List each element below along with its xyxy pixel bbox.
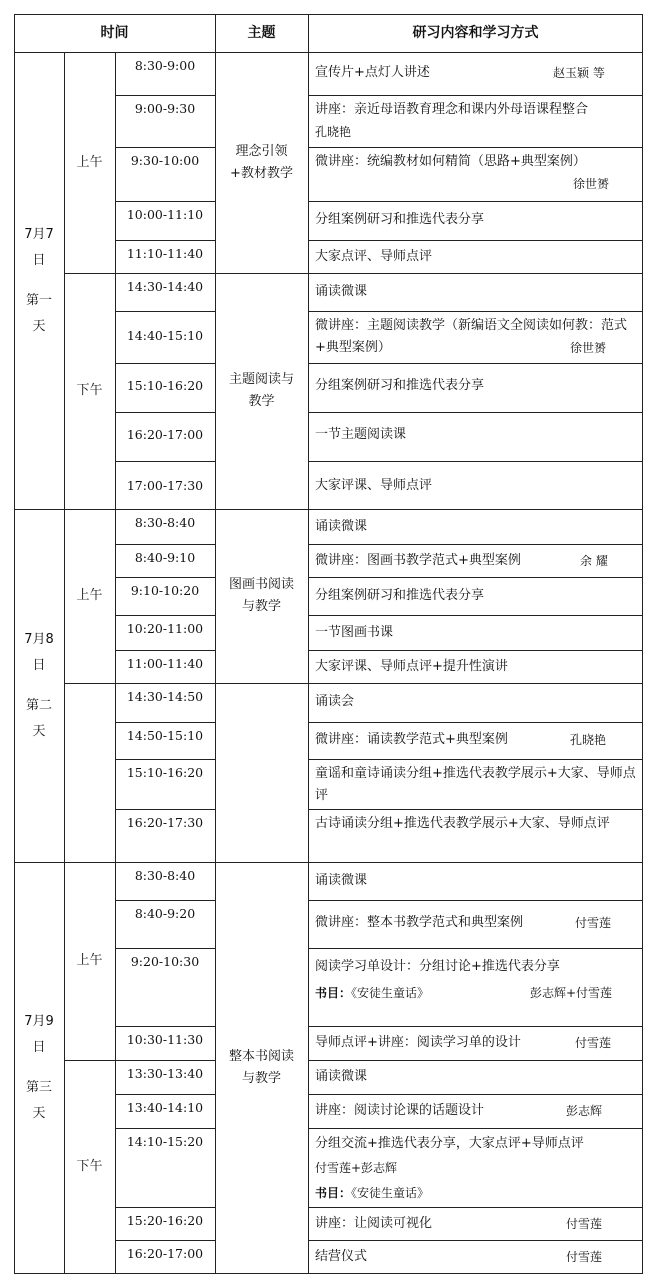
time-slot: 11:10-11:40 <box>126 246 204 261</box>
activity-text: 诵读会 <box>315 694 355 709</box>
activity-text: 微讲座：主题阅读教学（新编语文全阅读如何教：范式+典型案例） <box>315 318 628 355</box>
activity-cell <box>308 95 642 147</box>
time-slot: 14:50-15:10 <box>126 728 204 743</box>
time-slot: 13:40-14:10 <box>126 1100 204 1115</box>
activity-text: 一节主题阅读课 <box>315 427 407 442</box>
time-slot: 14:30-14:50 <box>126 689 204 704</box>
activity-text: 讲座：让阅读可视化 <box>315 1216 433 1231</box>
time-slot: 8:30-8:40 <box>134 515 196 530</box>
time-slot: 15:20-16:20 <box>126 1213 204 1228</box>
time-slot: 14:10-15:20 <box>126 1134 204 1149</box>
presenter: 彭志辉 <box>566 1104 603 1118</box>
activity-cell <box>308 759 642 809</box>
activity-cell <box>308 363 642 412</box>
activity-cell <box>308 544 642 577</box>
activity-cell <box>308 509 642 544</box>
activity-text: 诵读微课 <box>315 873 368 888</box>
header-time: 时间 <box>100 25 129 41</box>
time-slot: 9:20-10:30 <box>130 954 200 969</box>
date-label: 7月8日 <box>24 631 54 673</box>
time-slot: 9:30-10:00 <box>130 153 200 168</box>
activity-text: 一节图画书课 <box>315 625 394 640</box>
activity-cell <box>308 683 642 722</box>
time-slot: 9:00-9:30 <box>134 101 196 116</box>
time-slot: 16:20-17:30 <box>126 815 204 830</box>
book-line <box>315 1181 636 1206</box>
presenter: 付雪莲 <box>575 1036 612 1050</box>
presenter: 孔晓艳 <box>570 733 607 747</box>
day-label: 第二天 <box>25 697 52 739</box>
activity-text: 讲座：阅读讨论课的话题设计 <box>315 1103 485 1118</box>
presenter: 赵玉颖 等 <box>553 66 605 80</box>
presenter: 徐世赟 <box>573 177 610 191</box>
activity-text: 大家评课、导师点评+提升性演讲 <box>315 659 508 674</box>
day-label: 第一天 <box>25 292 52 334</box>
topic-cell: 整本书阅读与教学 <box>228 1048 294 1086</box>
activity-cell <box>308 615 642 650</box>
activity-text: 大家评课、导师点评 <box>315 478 433 493</box>
time-slot: 10:00-11:10 <box>126 207 204 222</box>
activity-cell <box>308 1060 642 1094</box>
activity-cell <box>308 1128 642 1207</box>
activity-text: 诵读微课 <box>315 519 368 534</box>
header-topic: 主题 <box>247 25 276 41</box>
time-slot: 16:20-17:00 <box>126 427 204 442</box>
time-slot: 8:40-9:10 <box>134 550 196 565</box>
presenter: 孔晓艳 <box>315 125 352 139</box>
time-slot: 14:40-15:10 <box>126 328 204 343</box>
presenter: 彭志辉+付雪莲 <box>530 986 613 1000</box>
time-slot: 11:00-11:40 <box>126 656 204 671</box>
activity-text: 讲座：亲近母语教育理念和课内外母语课程整合 <box>315 102 589 117</box>
activity-cell <box>308 577 642 615</box>
period-label: 上午 <box>76 154 103 170</box>
presenter: 余 耀 <box>580 554 608 568</box>
activity-cell <box>308 809 642 862</box>
activity-text: 诵读微课 <box>315 1069 368 1084</box>
activity-text: 阅读学习单设计：分组讨论+推选代表分享 <box>315 959 560 974</box>
topic-cell: 主题阅读与教学 <box>228 372 294 409</box>
table-border-right <box>642 14 643 1274</box>
period-label: 上午 <box>76 953 103 968</box>
time-slot: 8:30-9:00 <box>134 58 196 73</box>
activity-cell <box>308 311 642 363</box>
activity-text: 微讲座：整本书教学范式和典型案例 <box>315 915 524 930</box>
activity-text: 分组案例研习和推选代表分享 <box>315 588 485 603</box>
book-title: 《安徒生童话》 <box>351 986 430 1000</box>
time-slot: 17:00-17:30 <box>126 478 204 493</box>
activity-text: 微讲座：诵读教学范式+典型案例 <box>315 732 508 747</box>
activity-text: 分组案例研习和推选代表分享 <box>315 212 485 227</box>
time-slot: 8:40-9:20 <box>134 906 196 921</box>
activity-cell <box>308 722 642 759</box>
date-label: 7月9日 <box>24 1013 54 1055</box>
activity-cell <box>308 273 642 311</box>
activity-cell <box>308 900 642 948</box>
book-title: 《安徒生童话》 <box>351 1186 430 1200</box>
activity-text: 大家点评、导师点评 <box>315 249 433 264</box>
activity-text: 结营仪式 <box>315 1249 368 1264</box>
activity-cell <box>308 1240 642 1273</box>
time-slot: 16:20-17:00 <box>126 1246 204 1261</box>
day-label: 第三天 <box>25 1079 52 1121</box>
book-line <box>315 980 636 1007</box>
activity-text: 分组案例研习和推选代表分享 <box>315 378 485 393</box>
presenter: 付雪莲 <box>566 1217 603 1231</box>
activity-cell <box>308 147 642 201</box>
period-label: 下午 <box>76 1158 103 1174</box>
activity-cell <box>308 1094 642 1128</box>
activity-cell <box>308 650 642 683</box>
presenter: 付雪莲 <box>575 916 612 930</box>
activity-cell <box>308 52 642 95</box>
topic-cell: 图画书阅读与教学 <box>228 577 294 614</box>
day-label-cell <box>14 509 64 862</box>
topic-cell: 理念引领+教材教学 <box>230 143 293 181</box>
activity-cell <box>308 412 642 461</box>
activity-text: 诵读微课 <box>315 284 368 299</box>
activity-text: 导师点评+讲座：阅读学习单的设计 <box>315 1035 521 1050</box>
header-content: 研习内容和学习方式 <box>412 25 539 41</box>
presenter: 付雪莲+彭志辉 <box>315 1161 398 1175</box>
activity-cell <box>308 948 642 1026</box>
activity-cell <box>308 201 642 240</box>
table-border-bottom <box>14 1273 643 1274</box>
activity-text: 童谣和童诗诵读分组+推选代表教学展示+大家、导师点评 <box>315 766 636 803</box>
activity-text: 微讲座：统编教材如何精简（思路+典型案例） <box>315 154 586 169</box>
book-label: 书目： <box>315 1186 352 1200</box>
activity-cell <box>308 461 642 509</box>
activity-text: 分组交流+推选代表分享，大家点评+导师点评 <box>315 1136 584 1151</box>
day-label-cell <box>14 862 64 1273</box>
activity-cell <box>308 862 642 900</box>
time-slot: 13:30-13:40 <box>126 1066 204 1081</box>
date-label: 7月7日 <box>24 226 54 268</box>
activity-text: 微讲座：图画书教学范式+典型案例 <box>315 553 521 568</box>
period-label: 下午 <box>76 383 103 398</box>
activity-cell <box>308 240 642 273</box>
activity-text: 宣传片+点灯人讲述 <box>315 65 430 80</box>
time-slot: 10:20-11:00 <box>126 621 204 636</box>
activity-text: 古诗诵读分组+推选代表教学展示+大家、导师点评 <box>315 816 610 831</box>
time-slot: 15:10-16:20 <box>126 765 204 780</box>
time-slot: 15:10-16:20 <box>126 378 204 393</box>
presenter: 付雪莲 <box>566 1250 603 1264</box>
presenter: 徐世赟 <box>570 341 607 355</box>
time-slot: 10:30-11:30 <box>126 1032 204 1047</box>
activity-cell <box>308 1026 642 1060</box>
time-slot: 9:10-10:20 <box>130 583 200 598</box>
book-label: 书目： <box>315 986 352 1000</box>
time-slot: 8:30-8:40 <box>134 868 196 883</box>
day-label-cell <box>14 52 64 509</box>
time-slot: 14:30-14:40 <box>126 279 204 294</box>
activity-cell <box>308 1207 642 1240</box>
period-label: 上午 <box>76 588 103 603</box>
